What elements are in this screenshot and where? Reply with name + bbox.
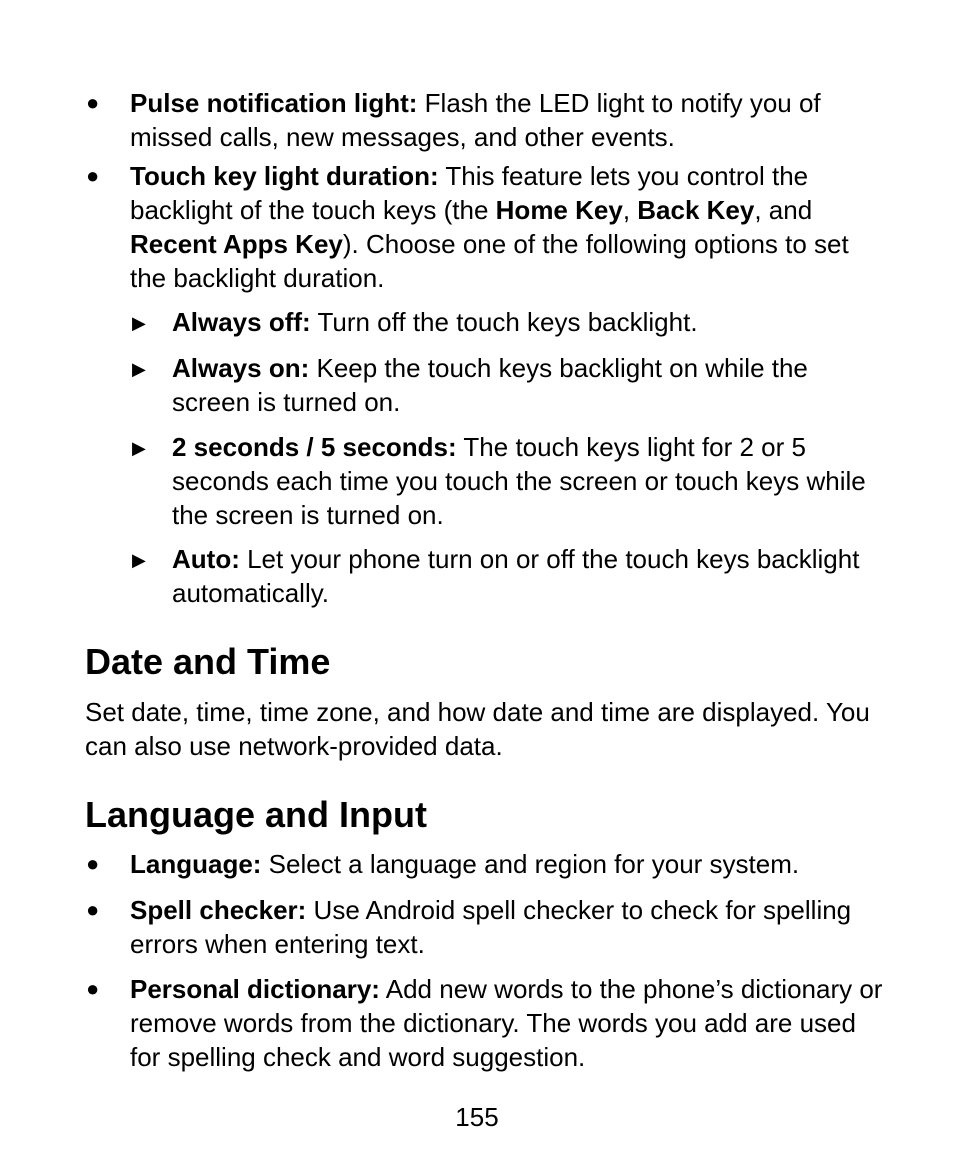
list-item-text: Add new words to the phone’s dictionary or remove words from the dictionary. The words you add are used for spelling check and word suggestion.: [130, 974, 883, 1072]
bullet-icon: ●: [86, 897, 100, 922]
section-heading-language-and-input: Language and Input: [85, 794, 427, 835]
sub-item-title: 2 seconds / 5 seconds:: [172, 432, 457, 462]
section-heading-date-and-time: Date and Time: [85, 641, 331, 682]
sub-item-title: Always off:: [172, 307, 311, 337]
list-item-title: Spell checker:: [130, 895, 307, 925]
list-item-title: Language:: [130, 849, 262, 879]
list-item-text: This feature lets you control the backlight of the touch keys (the: [130, 161, 809, 225]
bullet-icon: ●: [86, 851, 100, 876]
bullet-icon: ●: [86, 976, 100, 1001]
date-and-time-paragraph: Set date, time, time zone, and how date and time are displayed. You can also use network-provided data.: [85, 697, 870, 761]
bullet-icon: ●: [86, 163, 100, 188]
triangle-right-icon: ▶: [132, 550, 146, 570]
sub-item-text: Keep the touch keys backlight on while the screen is turned on.: [172, 353, 808, 417]
list-item-body: [130, 86, 890, 154]
sub-item-text: Turn off the touch keys backlight.: [310, 307, 698, 337]
home-key-term: Home Key: [495, 195, 623, 225]
list-item-title: Personal dictionary:: [130, 974, 380, 1004]
sub-item-text: The touch keys light for 2 or 5 seconds each time you touch the screen or touch keys while the screen is turned on.: [172, 432, 866, 530]
sub-item-body: [172, 351, 892, 419]
sub-item-text: Let your phone turn on or off the touch keys backlight automatically.: [172, 544, 860, 608]
sub-item-body: [172, 430, 892, 532]
list-item-body: [130, 159, 890, 295]
page-number: 155: [455, 1102, 499, 1132]
bullet-icon: ●: [86, 90, 100, 115]
list-item-text: Select a language and region for your system.: [261, 849, 800, 879]
recent-apps-key-term: Recent Apps Key: [130, 229, 343, 259]
list-item-body: [130, 893, 890, 961]
list-item-title: Pulse notification light:: [130, 88, 418, 118]
separator: ,: [622, 195, 638, 225]
list-item-body: [130, 847, 890, 881]
triangle-right-icon: ▶: [132, 313, 146, 333]
list-item-text: Flash the LED light to notify you of missed calls, new messages, and other events.: [130, 88, 821, 152]
triangle-right-icon: ▶: [132, 359, 146, 379]
back-key-term: Back Key: [637, 195, 755, 225]
sub-item-body: [172, 305, 892, 339]
list-item-text: Use Android spell checker to check for spelling errors when entering text.: [130, 895, 852, 959]
list-item-title: Touch key light duration:: [130, 161, 439, 191]
list-item-text: ). Choose one of the following options to set the backlight duration.: [130, 229, 849, 293]
triangle-right-icon: ▶: [132, 438, 146, 458]
separator: , and: [754, 195, 813, 225]
sub-item-title: Auto:: [172, 544, 240, 574]
list-item-body: [130, 972, 890, 1074]
sub-item-title: Always on:: [172, 353, 310, 383]
sub-item-body: [172, 542, 892, 610]
